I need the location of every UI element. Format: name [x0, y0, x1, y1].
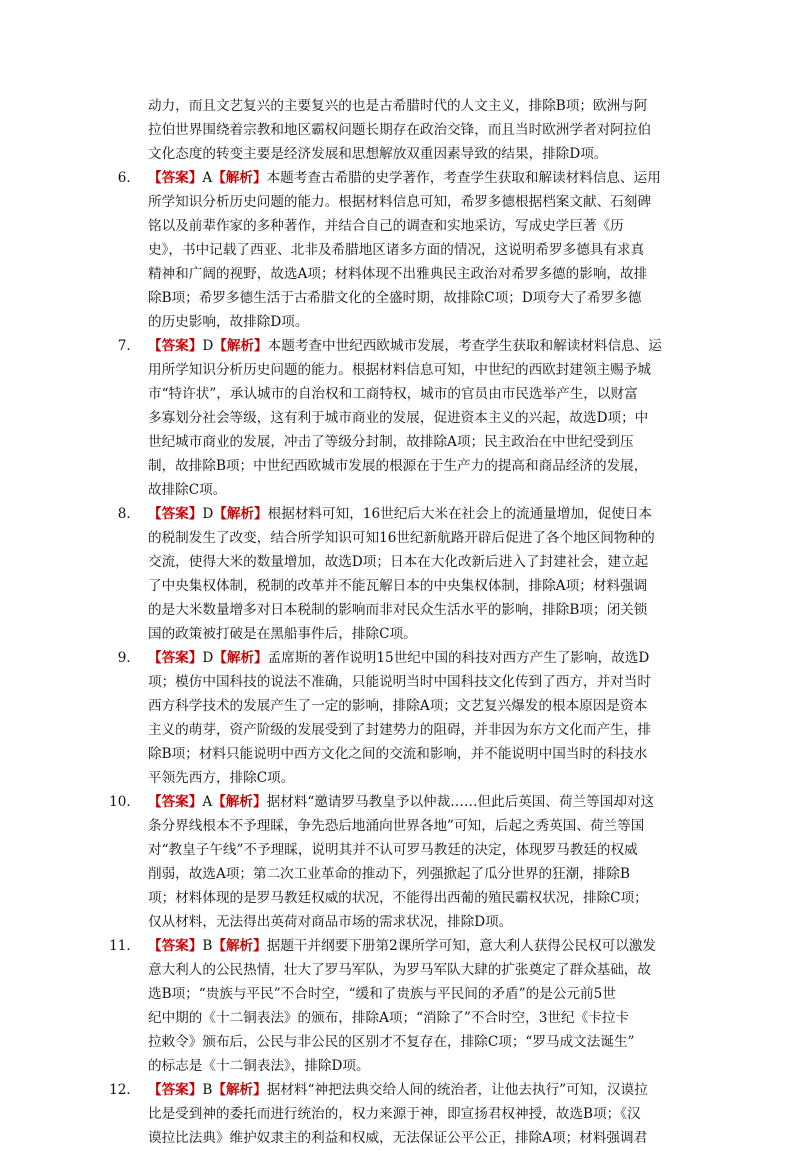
text-line: 平领先西方，排除C项。 — [148, 770, 295, 786]
analysis-tag: 【解析】 — [212, 170, 267, 186]
text-line: 动力，而且文艺复兴的主要复兴的也是古希腊时代的人文主义，排除B项；欧洲与阿 — [148, 98, 648, 114]
answer-letter: D — [202, 506, 214, 522]
text-line: 交流，使得大米的数量增加，故选D项；日本在大化改新后进入了封建社会，建立起 — [148, 554, 649, 570]
analysis-tag: 【解析】 — [212, 1082, 267, 1098]
analysis-tag: 【解析】 — [212, 938, 267, 954]
answer-letter: B — [202, 1082, 213, 1098]
analysis-tag: 【解析】 — [213, 338, 268, 354]
text-line: 的是大米数量增多对日本税制的影响而非对民众生活水平的影响，排除B项；闭关锁 — [148, 602, 648, 618]
text-line: 拉敕令》颁布后，公民与非公民的区别才不复存在，排除C项；“罗马成文法诞生” — [148, 1034, 635, 1050]
answer-tag: 【答案】 — [148, 506, 203, 522]
question-number: 9． — [117, 650, 140, 666]
answer-tag: 【答案】 — [148, 338, 203, 354]
text-line: 的历史影响，故排除D项。 — [148, 314, 309, 330]
text-line: 用所学知识分析历史问题的能力。根据材料信息可知，中世纪的西欧封建领主赐予城 — [148, 362, 651, 378]
text-line: 据材料“邀请罗马教皇予以仲裁……但此后英国、荷兰等国却对这 — [266, 794, 655, 810]
text-line: 制，故排除B项；中世纪西欧城市发展的根源在于生产力的提高和商品经济的发展， — [148, 458, 648, 474]
text-line: 削弱，故选A项；第二次工业革命的推动下，列强掀起了瓜分世界的狂潮，排除B — [148, 866, 630, 882]
question-number: 8． — [117, 506, 140, 522]
text-line: 比是受到神的委托而进行统治的，权力来源于神，即宣扬君权神授，故选B项；《汉 — [148, 1106, 641, 1122]
text-line: 仅从材料，无法得出英荷对商品市场的需求状况，排除D项。 — [148, 914, 513, 930]
text-line: 史》，书中记载了西亚、北非及希腊地区诸多方面的情况，这说明希罗多德具有求真 — [148, 242, 645, 258]
answer-tag: 【答案】 — [148, 170, 203, 186]
answer-tag: 【答案】 — [148, 938, 203, 954]
answer-tag: 【答案】 — [148, 1082, 203, 1098]
text-line: 本题考查古希腊的史学著作，考查学生获取和解读材料信息、运用 — [266, 170, 661, 186]
text-line: 国的政策被打破是在黑船事件后，排除C项。 — [148, 626, 417, 642]
answer-letter: A — [202, 794, 213, 810]
continued-paragraph — [148, 94, 678, 166]
question-number: 7． — [117, 338, 140, 354]
answer-letter: A — [202, 170, 213, 186]
text-line: 项；材料体现的是罗马教廷权威的状况，不能得出西葡的殖民霸权状况，排除C项； — [148, 890, 648, 906]
answer-letter: D — [202, 650, 214, 666]
text-line: 选B项；“贵族与平民”不合时空，“缓和了贵族与平民间的矛盾”的是公元前5世 — [148, 986, 616, 1002]
text-line: 纪中期的《十二铜表法》的颁布，排除A项；“消除了”不合时空，3世纪《卡拉卡 — [148, 1010, 629, 1026]
answer-tag: 【答案】 — [148, 650, 203, 666]
question-number: 10． — [109, 794, 140, 810]
answer-letter: B — [202, 938, 213, 954]
answer-letter: D — [202, 338, 214, 354]
text-line: 的税制发生了改变，结合所学知识可知16世纪新航路开辟后促进了各个地区间物种的 — [148, 530, 655, 546]
text-line: 除B项；希罗多德生活于古希腊文化的全盛时期，故排除C项；D项夸大了希罗多德 — [148, 290, 642, 306]
text-line: 所学知识分析历史问题的能力。根据材料信息可知，希罗多德根据档案文献、石刻碑 — [148, 194, 651, 210]
analysis-tag: 【解析】 — [212, 794, 267, 810]
text-line: 据材料“神把法典交给人间的统治者，让他去执行”可知，汉谟拉 — [266, 1082, 648, 1098]
text-line: 本题考查中世纪西欧城市发展，考查学生获取和解读材料信息、运 — [267, 338, 662, 354]
text-line: 拉伯世界围绕着宗教和地区霸权问题长期存在政治交锋，而且当时欧洲学者对阿拉伯 — [148, 122, 651, 138]
text-line: 条分界线根本不予理睬，争先恐后地涌向世界各地”可知，后起之秀英国、荷兰等国 — [148, 818, 645, 834]
text-line: 据题干并纲要下册第2课所学可知，意大利人获得公民权可以激发 — [266, 938, 657, 954]
text-line: 故排除C项。 — [148, 482, 227, 498]
text-line: 主义的萌芽，资产阶级的发展受到了封建势力的阻碍，并非因为东方文化而产生，排 — [148, 722, 651, 738]
text-line: 意大利人的公民热情，壮大了罗马军队，为罗马军队大肆的扩张奠定了群众基础，故 — [148, 962, 651, 978]
text-line: 文化态度的转变主要是经济发展和思想解放双重因素导致的结果，排除D项。 — [148, 146, 608, 162]
text-line: 市“特许状”，承认城市的自治权和工商特权，城市的官员由市民选举产生，以财富 — [148, 386, 638, 402]
text-line: 根据材料可知，16世纪后大米在社会上的流通量增加，促使日本 — [267, 506, 652, 522]
text-line: 项；模仿中国科技的说法不准确，只能说明当时中国科技文化传到了西方，并对当时 — [148, 674, 651, 690]
answer-tag: 【答案】 — [148, 794, 203, 810]
text-line: 精神和广阔的视野，故选A项；材料体现不出雅典民主政治对希罗多德的影响，故排 — [148, 266, 648, 282]
text-line: 铭以及前辈作家的多种著作，并结合自己的调查和实地采访，写成史学巨著《历 — [148, 218, 624, 234]
text-line: 的标志是《十二铜表法》，排除D项。 — [148, 1058, 370, 1074]
question-number: 11． — [109, 938, 140, 954]
text-line: 了中央集权体制，税制的改革并不能瓦解日本的中央集权体制，排除A项；材料强调 — [148, 578, 648, 594]
text-line: 多寡划分社会等级，这有利于城市商业的发展，促进资本主义的兴起，故选D项；中 — [148, 410, 649, 426]
text-line: 对“教皇子午线”不予理睬，说明其并不认可罗马教廷的决定，体现罗马教廷的权威 — [148, 842, 638, 858]
text-line: 世纪城市商业的发展，冲击了等级分封制，故排除A项；民主政治在中世纪受到压 — [148, 434, 634, 450]
question-number: 12． — [109, 1082, 140, 1098]
text-line: 西方科学技术的发展产生了一定的影响，排除A项；文艺复兴爆发的根本原因是资本 — [148, 698, 648, 714]
analysis-tag: 【解析】 — [213, 506, 268, 522]
text-line: 除B项；材料只能说明中西方文化之间的交流和影响，并不能说明中国当时的科技水 — [148, 746, 648, 762]
analysis-tag: 【解析】 — [213, 650, 268, 666]
text-line: 孟席斯的著作说明15世纪中国的科技对西方产生了影响，故选D — [267, 650, 650, 666]
text-line: 谟拉比法典》维护奴隶主的利益和权威，无法保证公平公正，排除A项；材料强调君 — [148, 1130, 648, 1146]
question-number: 6． — [117, 170, 140, 186]
